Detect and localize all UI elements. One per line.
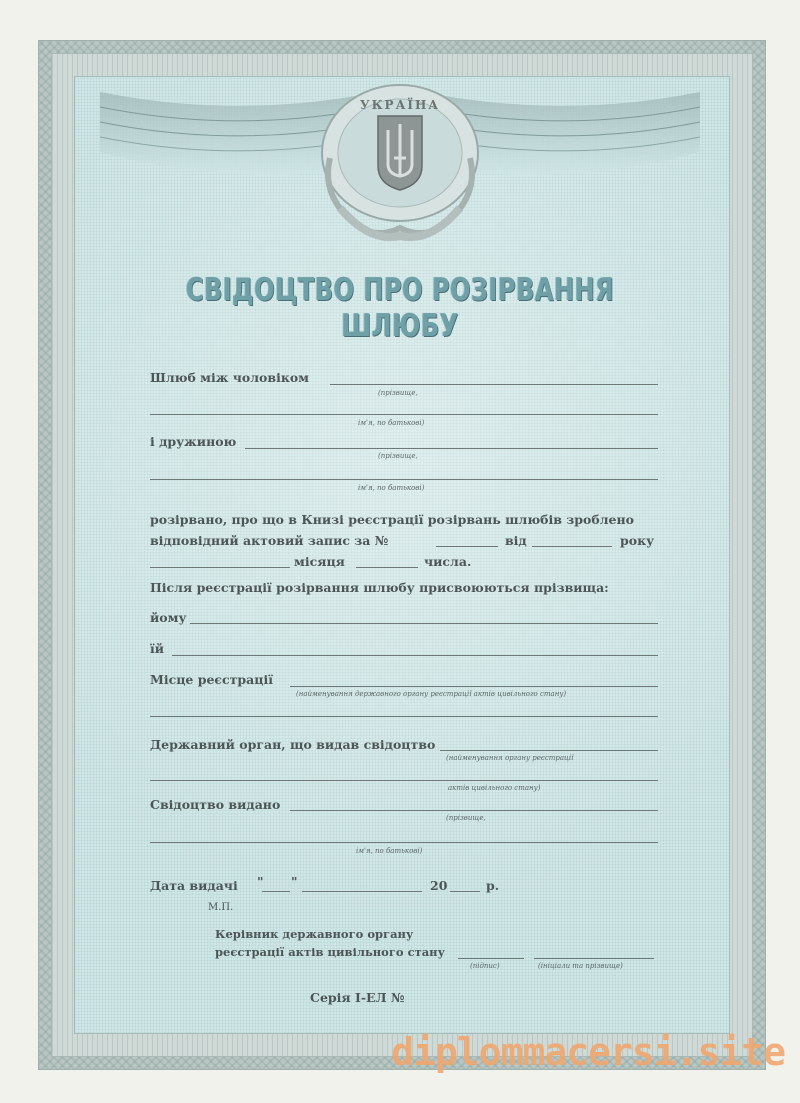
state-emblem xyxy=(300,78,500,248)
hint-initials: (ініціали та прізвище) xyxy=(538,962,623,970)
year-prefix: 20 xyxy=(430,878,448,893)
authority-line-1 xyxy=(440,750,658,751)
country-name: УКРАЇНА xyxy=(359,98,441,112)
trident-icon xyxy=(378,116,422,190)
hint-authority-1: (найменування органу реєстрації xyxy=(446,754,574,762)
head-title-1: Керівник державного органу xyxy=(215,927,414,941)
husband-surname-line xyxy=(330,384,658,385)
dissolved-text-2a: відповідний актовий запис за № xyxy=(150,533,389,548)
hint-signature: (підпис) xyxy=(470,962,500,970)
watermark-text: diplommacersi.site xyxy=(391,1030,785,1074)
signature-line xyxy=(458,958,524,959)
label-date: Дата видачі xyxy=(150,878,238,893)
place-line-2 xyxy=(150,716,658,717)
date-quote-open: " xyxy=(257,874,264,889)
hint-name-3: ім'я, по батькові) xyxy=(356,847,423,855)
document-title: СВІДОЦТВО ПРО РОЗІРВАННЯ ШЛЮБУ xyxy=(185,272,615,344)
label-him: йому xyxy=(150,610,187,625)
authority-line-2 xyxy=(150,780,658,781)
record-date-line xyxy=(532,546,612,547)
month-line xyxy=(302,891,422,892)
head-title-2: реєстрації актів цивільного стану xyxy=(215,945,445,959)
his-surname-line xyxy=(190,623,658,624)
hint-place: (найменування державного органу реєстрації актів цивільного стану) xyxy=(296,690,567,698)
hint-surname-3: (прізвище, xyxy=(446,814,486,822)
hint-surname-1: (прізвище, xyxy=(378,389,418,397)
issued-surname-line xyxy=(290,810,658,811)
record-day-line xyxy=(356,567,418,568)
year-suffix: р. xyxy=(486,878,500,893)
hint-name-2: ім'я, по батькові) xyxy=(358,484,425,492)
hint-surname-2: (прізвище, xyxy=(378,452,418,460)
record-number-line xyxy=(436,546,498,547)
dissolved-text-3b: числа. xyxy=(424,554,472,569)
hint-authority-2: актів цивільного стану) xyxy=(448,784,541,792)
wife-name-line xyxy=(150,479,658,480)
husband-name-line xyxy=(150,414,658,415)
her-surname-line xyxy=(172,655,658,656)
label-authority: Державний орган, що видав свідоцтво xyxy=(150,737,436,752)
record-month-line xyxy=(150,567,290,568)
dissolved-text-2b: від xyxy=(505,533,527,548)
label-her: їй xyxy=(150,641,165,656)
label-issued-to: Свідоцтво видано xyxy=(150,797,281,812)
dissolved-text-2c: року xyxy=(620,533,655,548)
dissolved-text-3a: місяця xyxy=(294,554,345,569)
wife-surname-line xyxy=(245,448,658,449)
series-number: Серія І-ЕЛ № xyxy=(310,990,405,1005)
hint-name-1: ім'я, по батькові) xyxy=(358,419,425,427)
label-place: Місце реєстрації xyxy=(150,672,273,687)
issued-name-line xyxy=(150,842,658,843)
date-quote-close: " xyxy=(291,874,298,889)
initials-line xyxy=(534,958,654,959)
place-line-1 xyxy=(290,686,658,687)
dissolved-text-1: розірвано, про що в Книзі реєстрації розірвань шлюбів зроблено xyxy=(150,512,634,527)
day-line xyxy=(262,891,290,892)
label-wife: і дружиною xyxy=(150,434,237,449)
stamp-place: М.П. xyxy=(208,902,234,913)
after-registration-text: Після реєстрації розірвання шлюбу присвоюються прізвища: xyxy=(150,580,609,595)
label-husband: Шлюб між чоловіком xyxy=(150,370,310,385)
year-line xyxy=(450,891,480,892)
